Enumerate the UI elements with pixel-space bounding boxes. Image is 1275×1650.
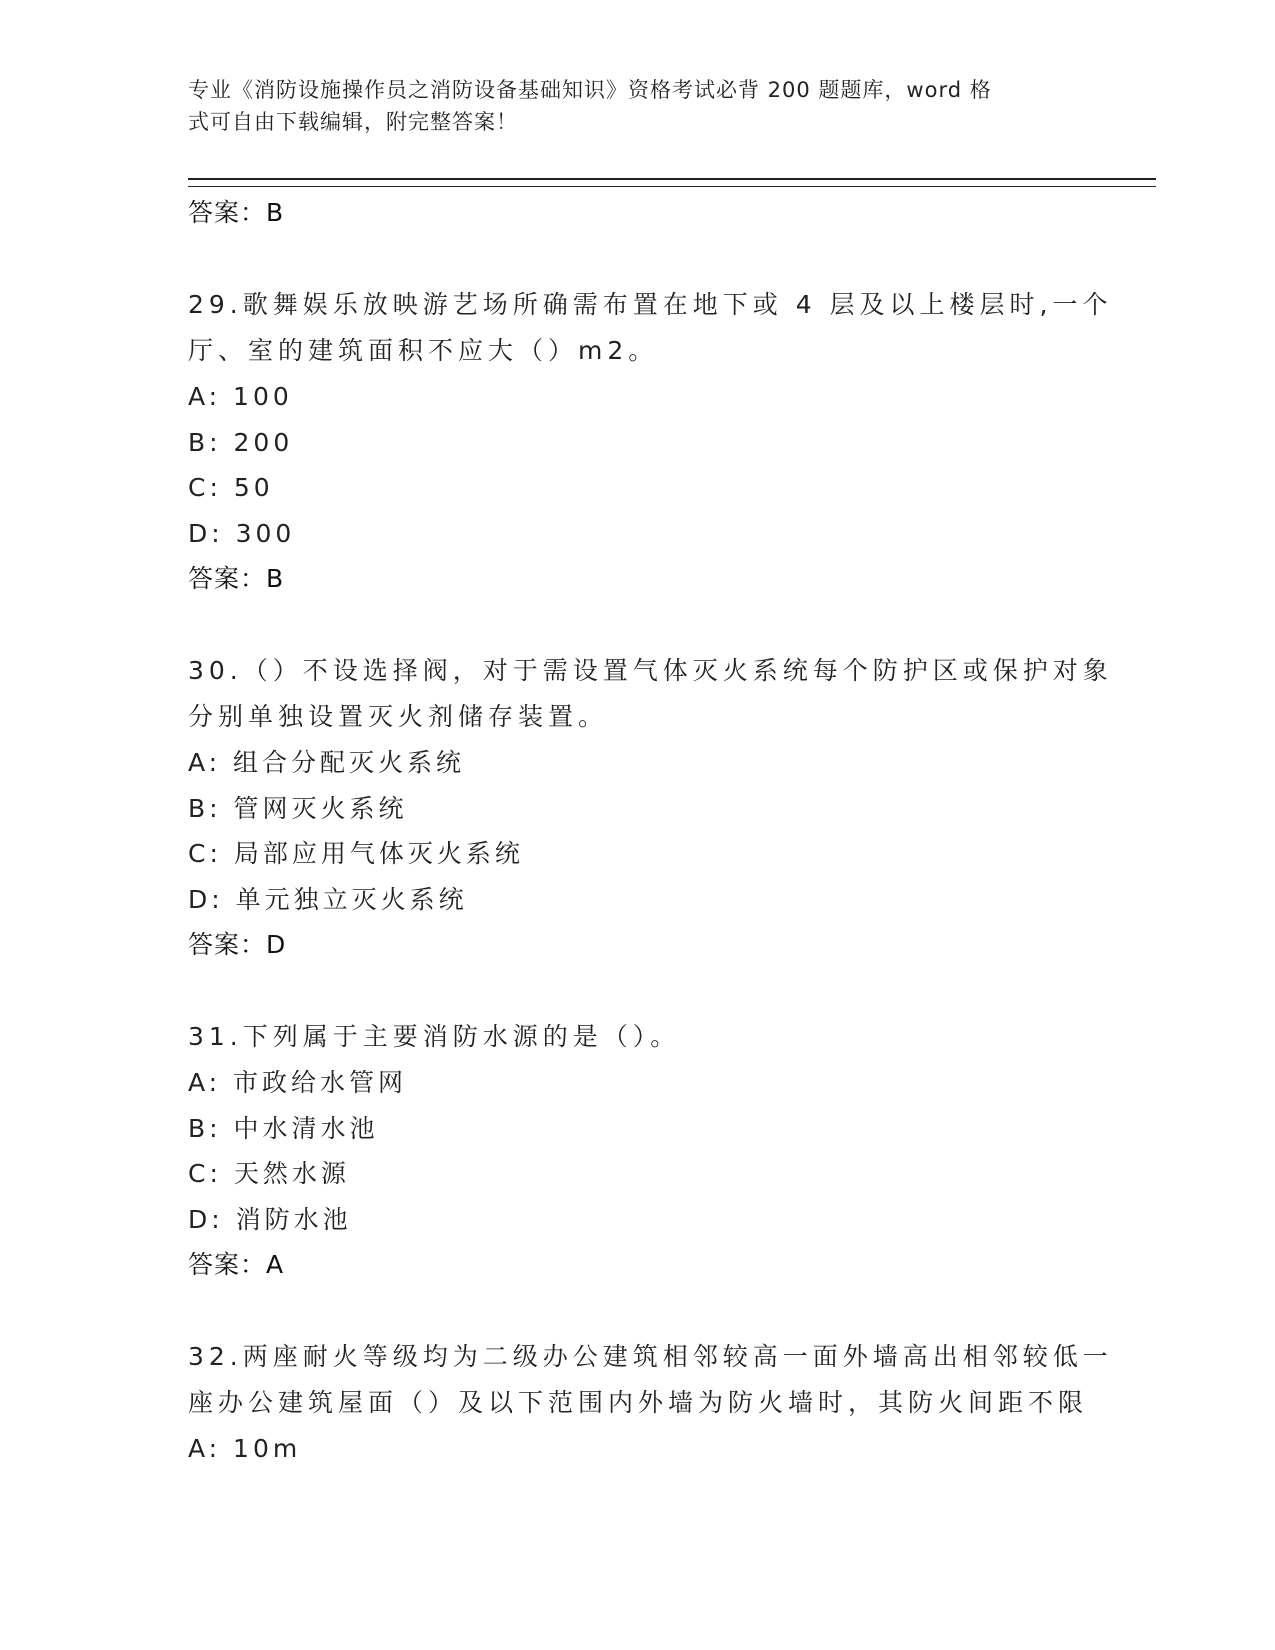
question-30 xyxy=(188,648,1113,967)
option-b: B: 中水清水池 xyxy=(188,1113,379,1143)
question-text-line: 厅、室的建筑面积不应大（）m2。 xyxy=(188,336,659,365)
answer: 答案：A xyxy=(188,1250,285,1279)
question-text-line: 分别单独设置灭火剂储存装置。 xyxy=(188,702,609,731)
option-d: D: 消防水池 xyxy=(188,1204,352,1234)
option-d: D: 300 xyxy=(188,518,296,548)
option-a: A: 组合分配灭火系统 xyxy=(188,748,466,777)
option-c: C: 50 xyxy=(188,473,274,502)
header-line-2: 式可自由下载编辑，附完整答案！ xyxy=(188,110,518,134)
question-text-line: 31.下列属于主要消防水源的是（）。 xyxy=(188,1022,681,1051)
question-text-line: 29.歌舞娱乐放映游艺场所确需布置在地下或 4 层及以上楼层时,一个 xyxy=(188,290,1113,319)
option-c: C: 局部应用气体灭火系统 xyxy=(188,839,524,868)
question-list xyxy=(188,190,1113,1472)
question-31 xyxy=(188,1014,1088,1287)
question-text-line: 座办公建筑屋面（）及以下范围内外墙为防火墙时，其防火间距不限 xyxy=(188,1388,1089,1417)
question-text-line: 30.（）不设选择阀，对于需设置气体灭火系统每个防护区或保护对象 xyxy=(188,656,1113,685)
question-29 xyxy=(188,282,1113,601)
option-c: C: 天然水源 xyxy=(188,1159,350,1188)
option-a: A: 100 xyxy=(188,382,293,411)
option-d: D: 单元独立灭火系统 xyxy=(188,884,468,914)
answer: 答案：D xyxy=(188,930,287,959)
header-line-1: 专业《消防设施操作员之消防设备基础知识》资格考试必背 200 题题库，word 格 xyxy=(188,78,992,102)
option-a: A: 市政给水管网 xyxy=(188,1068,408,1097)
option-b: B: 200 xyxy=(188,427,294,457)
previous-answer: 答案：B xyxy=(188,198,285,227)
question-text-line: 32.两座耐火等级均为二级办公建筑相邻较高一面外墙高出相邻较低一 xyxy=(188,1342,1113,1371)
option-a: A: 10m xyxy=(188,1434,302,1463)
document-header xyxy=(188,74,1068,138)
header-divider xyxy=(188,178,1156,187)
option-b: B: 管网灭火系统 xyxy=(188,793,408,823)
answer: 答案：B xyxy=(188,564,285,593)
question-32 xyxy=(188,1334,1113,1472)
